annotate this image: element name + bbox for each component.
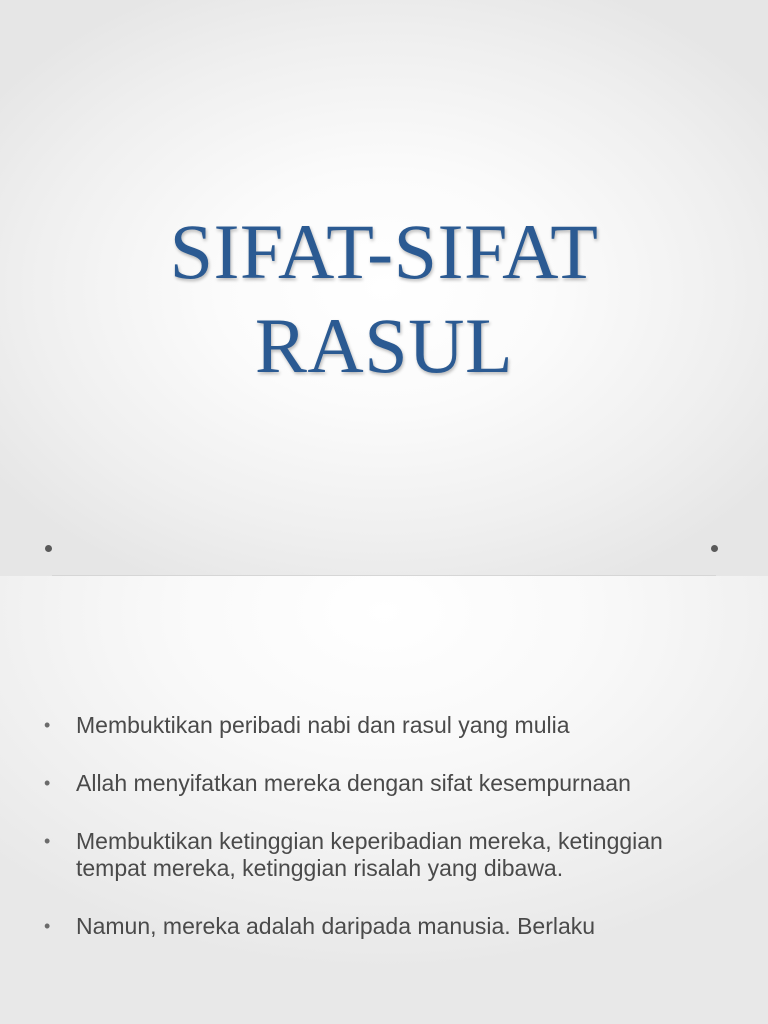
bullet-text: Allah menyifatkan mereka dengan sifat kesempurnaan bbox=[76, 770, 631, 796]
bullet-icon: • bbox=[44, 831, 51, 851]
bullet-text: Namun, mereka adalah daripada manusia. Berlaku bbox=[76, 913, 596, 939]
bullet-item bbox=[44, 828, 734, 882]
content-slide bbox=[0, 576, 768, 1024]
decorative-dot-left bbox=[45, 545, 52, 552]
title-line-1: SIFAT-SIFAT bbox=[169, 208, 599, 295]
bullet-item bbox=[44, 913, 734, 940]
bullet-item bbox=[44, 770, 734, 797]
bullet-list bbox=[44, 712, 734, 971]
bullet-text: Membuktikan ketinggian keperibadian mereka, ketinggian tempat mereka, ketinggian risalah yang dibawa. bbox=[76, 828, 663, 881]
bullet-icon: • bbox=[44, 773, 51, 793]
bullet-icon: • bbox=[44, 715, 51, 735]
slide-title bbox=[0, 205, 768, 393]
title-line-2: RASUL bbox=[254, 302, 514, 389]
bullet-icon: • bbox=[44, 916, 51, 936]
bullet-item bbox=[44, 712, 734, 739]
bullet-text: Membuktikan peribadi nabi dan rasul yang mulia bbox=[76, 712, 570, 738]
decorative-dot-right bbox=[711, 545, 718, 552]
